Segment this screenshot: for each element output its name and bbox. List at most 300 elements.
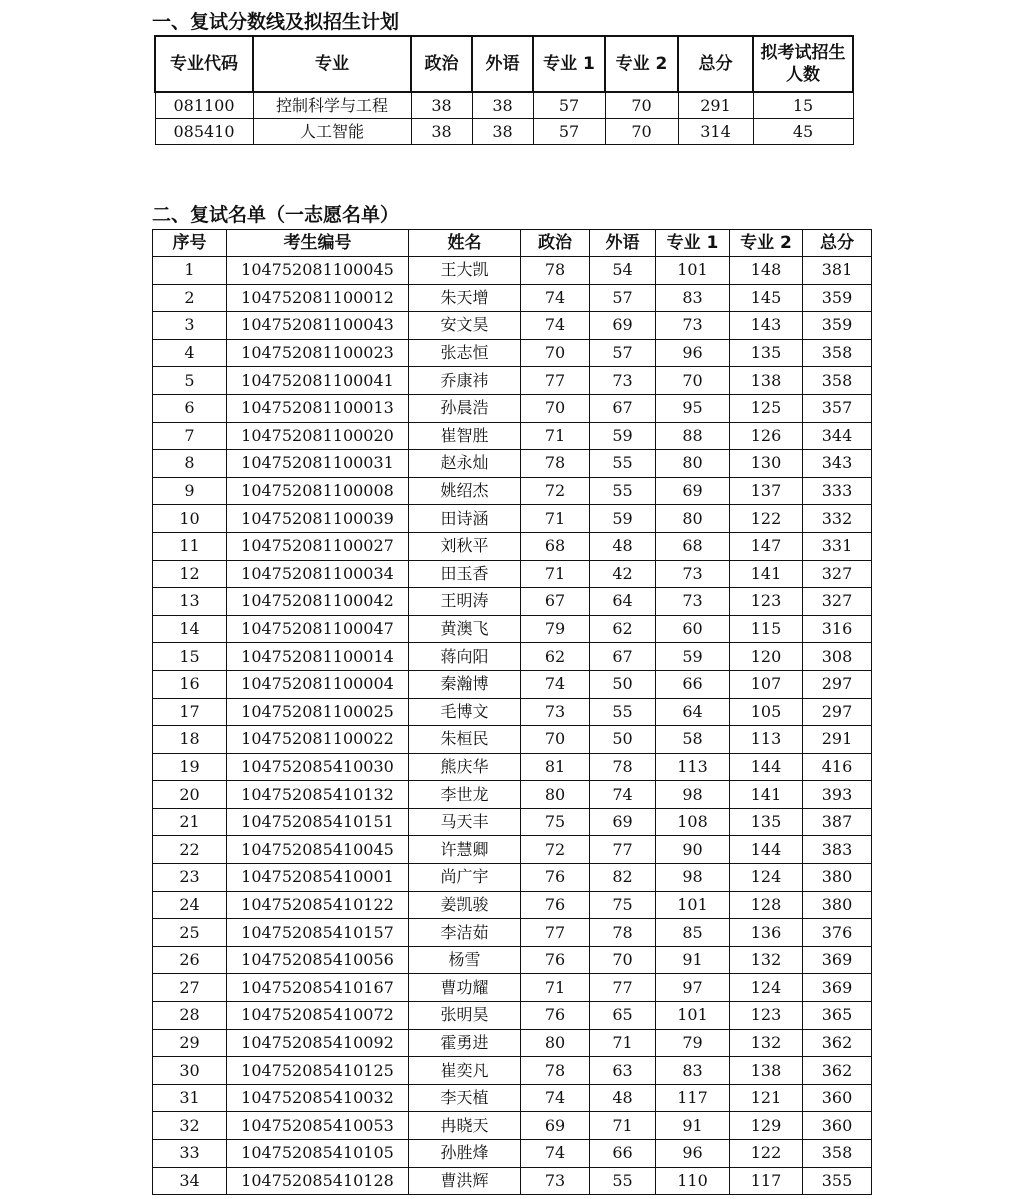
header-politics: 政治 [411,36,472,92]
candidate-id-cell: 104752085410125 [227,1057,409,1085]
major-2-cell: 144 [730,836,803,864]
foreign-language-cell: 55 [590,450,656,478]
foreign-language-cell: 66 [590,1140,656,1168]
major-2-cell: 148 [730,257,803,285]
candidate-row [153,560,872,588]
index-cell: 7 [153,422,227,450]
header-politics: 政治 [521,230,590,257]
major-name-cell: 控制科学与工程 [253,92,411,119]
major-2-cell: 132 [730,946,803,974]
candidate-row [153,753,872,781]
major-code-cell: 081100 [155,92,253,119]
foreign-language-cell: 48 [590,532,656,560]
candidate-id-cell: 104752081100045 [227,257,409,285]
index-cell: 25 [153,919,227,947]
total-cell: 333 [803,477,872,505]
major-2-cell: 122 [730,1140,803,1168]
index-cell: 6 [153,394,227,422]
index-cell: 16 [153,670,227,698]
total-cell: 365 [803,1002,872,1030]
header-index: 序号 [153,230,227,257]
index-cell: 32 [153,1112,227,1140]
foreign-language-cell: 73 [590,367,656,395]
total-cell: 380 [803,891,872,919]
foreign-language-cell: 77 [590,974,656,1002]
politics-cell: 78 [521,450,590,478]
major-1-cell: 60 [656,615,730,643]
index-cell: 8 [153,450,227,478]
major-2-cell: 107 [730,670,803,698]
candidate-id-cell: 104752081100042 [227,588,409,616]
foreign-language-cell: 57 [590,339,656,367]
header-major-code: 专业代码 [155,36,253,92]
candidate-row [153,643,872,671]
index-cell: 9 [153,477,227,505]
header-name: 姓名 [409,230,521,257]
politics-cell: 69 [521,1112,590,1140]
major-1-cell: 101 [656,891,730,919]
candidate-id-cell: 104752085410151 [227,808,409,836]
major-1-cell: 73 [656,560,730,588]
politics-cell: 74 [521,312,590,340]
major-name-cell: 人工智能 [253,119,411,145]
index-cell: 34 [153,1167,227,1195]
name-cell: 曹功耀 [409,974,521,1002]
major-2-cell: 115 [730,615,803,643]
name-cell: 蒋向阳 [409,643,521,671]
foreign-language-cell: 69 [590,312,656,340]
politics-cell: 76 [521,946,590,974]
candidate-row [153,532,872,560]
name-cell: 霍勇进 [409,1029,521,1057]
candidate-id-cell: 104752085410045 [227,836,409,864]
name-cell: 安文昊 [409,312,521,340]
major-1-cell: 101 [656,257,730,285]
major-1-cell: 57 [533,119,605,145]
major-1-cell: 110 [656,1167,730,1195]
list-header-row [153,230,872,257]
total-cell: 362 [803,1029,872,1057]
header-major-1: 专业 1 [533,36,605,92]
foreign-language-cell: 71 [590,1029,656,1057]
candidate-row [153,284,872,312]
index-cell: 27 [153,974,227,1002]
candidate-id-cell: 104752081100043 [227,312,409,340]
foreign-language-cell: 62 [590,615,656,643]
total-cell: 393 [803,781,872,809]
major-2-cell: 120 [730,643,803,671]
header-major-2: 专业 2 [730,230,803,257]
major-1-cell: 83 [656,284,730,312]
candidate-id-cell: 104752085410167 [227,974,409,1002]
total-cell: 362 [803,1057,872,1085]
candidate-row [153,1140,872,1168]
major-1-cell: 57 [533,92,605,119]
index-cell: 30 [153,1057,227,1085]
index-cell: 31 [153,1084,227,1112]
candidate-row [153,339,872,367]
total-cell: 376 [803,919,872,947]
name-cell: 姚绍杰 [409,477,521,505]
foreign-language-cell: 54 [590,257,656,285]
name-cell: 朱天增 [409,284,521,312]
foreign-language-cell: 65 [590,1002,656,1030]
name-cell: 姜凯骏 [409,891,521,919]
candidate-row [153,1002,872,1030]
major-1-cell: 80 [656,450,730,478]
major-1-cell: 88 [656,422,730,450]
candidate-id-cell: 104752081100014 [227,643,409,671]
major-1-cell: 108 [656,808,730,836]
politics-cell: 74 [521,670,590,698]
politics-cell: 73 [521,1167,590,1195]
foreign-language-cell: 71 [590,1112,656,1140]
name-cell: 李世龙 [409,781,521,809]
name-cell: 许慧卿 [409,836,521,864]
header-foreign-language: 外语 [472,36,533,92]
total-cell: 381 [803,257,872,285]
index-cell: 22 [153,836,227,864]
name-cell: 熊庆华 [409,753,521,781]
name-cell: 赵永灿 [409,450,521,478]
name-cell: 曹洪辉 [409,1167,521,1195]
candidate-row [153,1112,872,1140]
politics-cell: 72 [521,477,590,505]
total-cell: 359 [803,312,872,340]
name-cell: 黄澳飞 [409,615,521,643]
major-2-cell: 125 [730,394,803,422]
index-cell: 5 [153,367,227,395]
politics-cell: 71 [521,505,590,533]
politics-cell: 74 [521,284,590,312]
foreign-language-cell: 59 [590,422,656,450]
name-cell: 王大凯 [409,257,521,285]
major-2-cell: 137 [730,477,803,505]
section2-title: 二、复试名单（一志愿名单） [152,204,400,226]
index-cell: 13 [153,588,227,616]
foreign-language-cell: 38 [472,119,533,145]
candidate-id-cell: 104752085410122 [227,891,409,919]
foreign-language-cell: 67 [590,643,656,671]
plan-row [155,119,853,145]
name-cell: 崔智胜 [409,422,521,450]
total-cell: 358 [803,1140,872,1168]
major-2-cell: 129 [730,1112,803,1140]
total-cell: 291 [678,92,753,119]
major-1-cell: 79 [656,1029,730,1057]
candidate-row [153,726,872,754]
major-2-cell: 135 [730,339,803,367]
politics-cell: 71 [521,974,590,1002]
total-cell: 360 [803,1112,872,1140]
major-1-cell: 70 [656,367,730,395]
major-1-cell: 83 [656,1057,730,1085]
header-candidate-id: 考生编号 [227,230,409,257]
foreign-language-cell: 77 [590,836,656,864]
politics-cell: 38 [411,92,472,119]
foreign-language-cell: 55 [590,1167,656,1195]
foreign-language-cell: 57 [590,284,656,312]
total-cell: 332 [803,505,872,533]
candidate-row [153,836,872,864]
candidate-id-cell: 104752085410128 [227,1167,409,1195]
total-cell: 358 [803,339,872,367]
politics-cell: 80 [521,1029,590,1057]
major-1-cell: 73 [656,588,730,616]
candidate-row [153,974,872,1002]
index-cell: 15 [153,643,227,671]
candidate-row [153,946,872,974]
name-cell: 崔奕凡 [409,1057,521,1085]
major-1-cell: 117 [656,1084,730,1112]
candidate-row [153,919,872,947]
index-cell: 23 [153,864,227,892]
name-cell: 冉晓天 [409,1112,521,1140]
major-1-cell: 113 [656,753,730,781]
politics-cell: 72 [521,836,590,864]
header-major: 专业 [253,36,411,92]
total-cell: 416 [803,753,872,781]
candidate-id-cell: 104752085410001 [227,864,409,892]
major-1-cell: 97 [656,974,730,1002]
name-cell: 朱桓民 [409,726,521,754]
major-2-cell: 105 [730,698,803,726]
candidate-id-cell: 104752081100020 [227,422,409,450]
plan-row [155,92,853,119]
candidate-id-cell: 104752081100034 [227,560,409,588]
politics-cell: 70 [521,339,590,367]
politics-cell: 78 [521,1057,590,1085]
candidate-row [153,781,872,809]
major-2-cell: 147 [730,532,803,560]
plan-header-row [155,36,853,92]
name-cell: 田诗涵 [409,505,521,533]
major-1-cell: 64 [656,698,730,726]
politics-cell: 76 [521,891,590,919]
total-cell: 357 [803,394,872,422]
candidate-id-cell: 104752081100047 [227,615,409,643]
politics-cell: 79 [521,615,590,643]
foreign-language-cell: 82 [590,864,656,892]
politics-cell: 38 [411,119,472,145]
candidate-id-cell: 104752085410032 [227,1084,409,1112]
total-cell: 383 [803,836,872,864]
major-2-cell: 132 [730,1029,803,1057]
candidate-row [153,312,872,340]
name-cell: 田玉香 [409,560,521,588]
enrollment-cell: 15 [753,92,853,119]
major-2-cell: 138 [730,1057,803,1085]
foreign-language-cell: 42 [590,560,656,588]
candidate-id-cell: 104752085410072 [227,1002,409,1030]
total-cell: 327 [803,588,872,616]
total-cell: 344 [803,422,872,450]
major-2-cell: 124 [730,974,803,1002]
foreign-language-cell: 59 [590,505,656,533]
candidate-id-cell: 104752085410092 [227,1029,409,1057]
foreign-language-cell: 63 [590,1057,656,1085]
total-cell: 308 [803,643,872,671]
header-total: 总分 [678,36,753,92]
major-1-cell: 58 [656,726,730,754]
index-cell: 3 [153,312,227,340]
total-cell: 355 [803,1167,872,1195]
total-cell: 359 [803,284,872,312]
header-major-2: 专业 2 [605,36,678,92]
politics-cell: 78 [521,257,590,285]
candidate-id-cell: 104752085410030 [227,753,409,781]
header-total: 总分 [803,230,872,257]
candidate-id-cell: 104752081100022 [227,726,409,754]
candidate-row [153,367,872,395]
header-foreign-language: 外语 [590,230,656,257]
major-2-cell: 135 [730,808,803,836]
candidate-row [153,257,872,285]
major-2-cell: 130 [730,450,803,478]
total-cell: 369 [803,946,872,974]
politics-cell: 71 [521,560,590,588]
candidate-id-cell: 104752085410157 [227,919,409,947]
major-2-cell: 128 [730,891,803,919]
major-2-cell: 144 [730,753,803,781]
politics-cell: 77 [521,367,590,395]
politics-cell: 74 [521,1084,590,1112]
major-2-cell: 113 [730,726,803,754]
major-2-cell: 138 [730,367,803,395]
politics-cell: 70 [521,394,590,422]
major-2-cell: 70 [605,119,678,145]
major-2-cell: 117 [730,1167,803,1195]
candidate-id-cell: 104752081100008 [227,477,409,505]
politics-cell: 76 [521,1002,590,1030]
major-1-cell: 96 [656,1140,730,1168]
foreign-language-cell: 78 [590,919,656,947]
index-cell: 21 [153,808,227,836]
candidate-row [153,588,872,616]
major-2-cell: 124 [730,864,803,892]
name-cell: 刘秋平 [409,532,521,560]
politics-cell: 68 [521,532,590,560]
candidate-row [153,1167,872,1195]
name-cell: 李洁茹 [409,919,521,947]
candidate-id-cell: 104752081100041 [227,367,409,395]
major-1-cell: 96 [656,339,730,367]
major-2-cell: 141 [730,781,803,809]
index-cell: 17 [153,698,227,726]
total-cell: 327 [803,560,872,588]
index-cell: 1 [153,257,227,285]
politics-cell: 71 [521,422,590,450]
foreign-language-cell: 55 [590,698,656,726]
major-1-cell: 91 [656,946,730,974]
candidate-row [153,615,872,643]
foreign-language-cell: 70 [590,946,656,974]
index-cell: 2 [153,284,227,312]
politics-cell: 62 [521,643,590,671]
major-1-cell: 98 [656,781,730,809]
index-cell: 4 [153,339,227,367]
foreign-language-cell: 74 [590,781,656,809]
index-cell: 10 [153,505,227,533]
politics-cell: 76 [521,864,590,892]
major-code-cell: 085410 [155,119,253,145]
candidate-row [153,1029,872,1057]
foreign-language-cell: 50 [590,670,656,698]
name-cell: 王明涛 [409,588,521,616]
name-cell: 秦瀚博 [409,670,521,698]
major-2-cell: 123 [730,588,803,616]
politics-cell: 77 [521,919,590,947]
header-enrollment: 拟考试招生人数 [753,36,853,92]
foreign-language-cell: 50 [590,726,656,754]
candidate-id-cell: 104752081100023 [227,339,409,367]
candidate-id-cell: 104752081100013 [227,394,409,422]
candidate-table [152,229,872,1195]
total-cell: 369 [803,974,872,1002]
major-1-cell: 98 [656,864,730,892]
candidate-id-cell: 104752081100027 [227,532,409,560]
major-2-cell: 123 [730,1002,803,1030]
major-2-cell: 70 [605,92,678,119]
header-major-1: 专业 1 [656,230,730,257]
candidate-row [153,670,872,698]
candidate-row [153,505,872,533]
major-1-cell: 80 [656,505,730,533]
candidate-id-cell: 104752081100031 [227,450,409,478]
total-cell: 360 [803,1084,872,1112]
total-cell: 380 [803,864,872,892]
foreign-language-cell: 75 [590,891,656,919]
index-cell: 14 [153,615,227,643]
index-cell: 29 [153,1029,227,1057]
index-cell: 33 [153,1140,227,1168]
name-cell: 孙晨浩 [409,394,521,422]
name-cell: 毛博文 [409,698,521,726]
politics-cell: 75 [521,808,590,836]
politics-cell: 67 [521,588,590,616]
candidate-row [153,891,872,919]
candidate-id-cell: 104752081100025 [227,698,409,726]
major-2-cell: 136 [730,919,803,947]
foreign-language-cell: 67 [590,394,656,422]
major-1-cell: 101 [656,1002,730,1030]
foreign-language-cell: 48 [590,1084,656,1112]
major-1-cell: 95 [656,394,730,422]
candidate-id-cell: 104752081100039 [227,505,409,533]
name-cell: 张明昊 [409,1002,521,1030]
major-2-cell: 121 [730,1084,803,1112]
index-cell: 26 [153,946,227,974]
total-cell: 297 [803,670,872,698]
foreign-language-cell: 38 [472,92,533,119]
politics-cell: 74 [521,1140,590,1168]
major-1-cell: 73 [656,312,730,340]
index-cell: 20 [153,781,227,809]
major-1-cell: 85 [656,919,730,947]
total-cell: 314 [678,119,753,145]
total-cell: 331 [803,532,872,560]
politics-cell: 70 [521,726,590,754]
major-2-cell: 126 [730,422,803,450]
index-cell: 12 [153,560,227,588]
candidate-id-cell: 104752081100004 [227,670,409,698]
name-cell: 杨雪 [409,946,521,974]
candidate-row [153,1057,872,1085]
major-1-cell: 59 [656,643,730,671]
candidate-id-cell: 104752085410105 [227,1140,409,1168]
candidate-row [153,394,872,422]
candidate-id-cell: 104752081100012 [227,284,409,312]
